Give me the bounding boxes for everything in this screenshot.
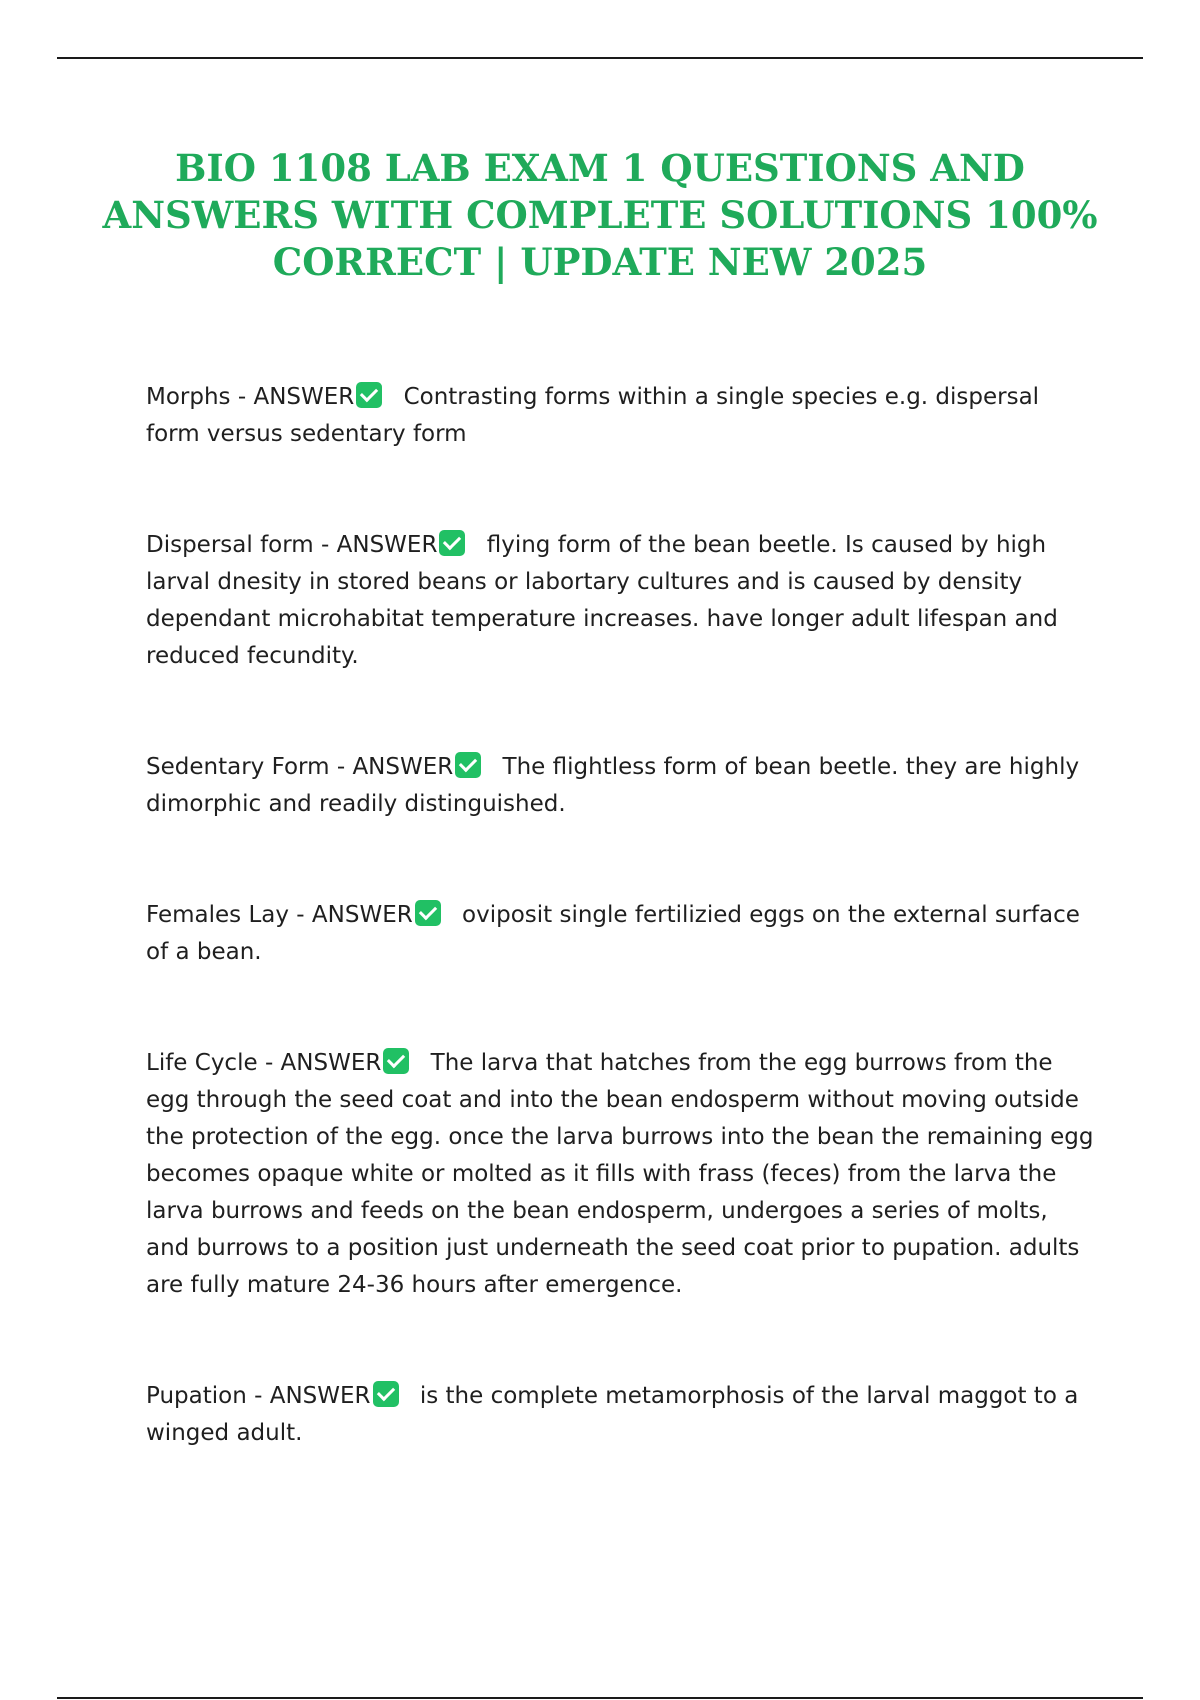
check-box-icon	[356, 382, 382, 408]
top-divider	[57, 57, 1143, 59]
qa-list	[146, 379, 1096, 1452]
qa-answer: oviposit single fertilizied eggs on the external surface of a bean.	[146, 902, 1080, 965]
qa-term: Life Cycle	[146, 1050, 258, 1076]
answer-marker: - ANSWER	[336, 754, 454, 780]
answer-marker: - ANSWER	[321, 532, 438, 558]
answer-marker: - ANSWER	[254, 1383, 371, 1409]
qa-item-dispersal-form	[146, 527, 1096, 675]
document-title: BIO 1108 LAB EXAM 1 QUESTIONS AND ANSWERS WITH COMPLETE SOLUTIONS 100% CORRECT | UPDATE NEW 2025	[102, 146, 1098, 284]
qa-term: Pupation	[146, 1383, 247, 1409]
qa-item-females-lay	[146, 897, 1096, 971]
answer-marker: - ANSWER	[264, 1050, 382, 1076]
answer-marker: - ANSWER	[237, 384, 355, 410]
qa-answer: Contrasting forms within a single species e.g. dispersal form versus sedentary form	[146, 384, 1040, 447]
qa-item-morphs	[146, 379, 1096, 453]
qa-term: Females Lay	[146, 902, 289, 928]
qa-answer: is the complete metamorphosis of the larval maggot to a winged adult.	[146, 1383, 1079, 1446]
qa-answer: The flightless form of bean beetle. they are highly dimorphic and readily distinguished.	[146, 754, 1080, 817]
bottom-divider	[57, 1697, 1143, 1699]
qa-term: Dispersal form	[146, 532, 314, 558]
check-box-icon	[373, 1381, 399, 1407]
check-box-icon	[439, 530, 465, 556]
qa-item-sedentary-form	[146, 749, 1096, 823]
qa-item-life-cycle	[146, 1045, 1096, 1304]
qa-item-pupation	[146, 1378, 1096, 1452]
answer-marker: - ANSWER	[296, 902, 413, 928]
check-box-icon	[415, 900, 441, 926]
qa-answer: The larva that hatches from the egg burrows from the egg through the seed coat and into the bean endosperm without moving outside the protection of the egg. once the larva burrows into the bean the remaining egg becomes opaque white or molted as it fills with frass (feces) from the larva the larva burrows and feeds on the bean endosperm, undergoes a series of molts, and burrows to a position just underneath the seed coat prior to pupation. adults are fully mature 24-36 hours after emergence.	[146, 1050, 1094, 1298]
qa-term: Sedentary Form	[146, 754, 330, 780]
check-box-icon	[455, 752, 481, 778]
qa-term: Morphs	[146, 384, 231, 410]
qa-answer: flying form of the bean beetle. Is caused by high larval dnesity in stored beans or labortary cultures and is caused by density dependant microhabitat temperature increases. have longer adult lifespan and reduced fecundity.	[146, 532, 1058, 669]
check-box-icon	[383, 1048, 409, 1074]
